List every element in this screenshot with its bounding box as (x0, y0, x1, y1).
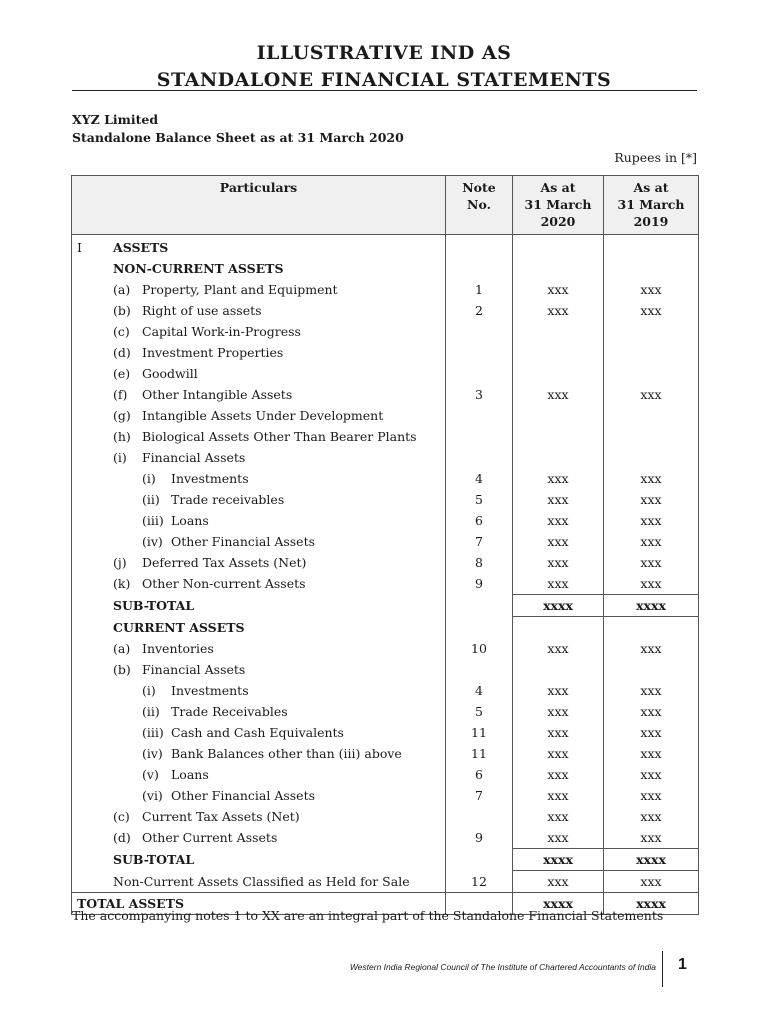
cell-2020: xxx (513, 300, 604, 321)
cell-2020: xxx (513, 785, 604, 806)
cell-2019 (604, 363, 699, 384)
row-label: ASSETS (113, 240, 169, 255)
cell-note (446, 235, 513, 259)
item-index: (iii) (142, 725, 164, 740)
item-index: (ii) (142, 492, 160, 507)
cell-note (446, 659, 513, 680)
cell-particulars (72, 300, 446, 321)
row-label: Capital Work-in-Progress (142, 324, 301, 339)
cell-2020 (513, 363, 604, 384)
cell-note: 5 (446, 701, 513, 722)
cell-2019: xxx (604, 573, 699, 595)
cell-2019: xxx (604, 701, 699, 722)
cell-2020: xxx (513, 279, 604, 300)
cell-2019: xxx (604, 827, 699, 849)
cell-note: 2 (446, 300, 513, 321)
cell-2020 (513, 321, 604, 342)
cell-note: 4 (446, 468, 513, 489)
cell-note (446, 405, 513, 426)
item-index: (a) (113, 282, 131, 297)
row-label: Bank Balances other than (iii) above (171, 746, 402, 761)
cell-2020: xxxx (513, 595, 604, 617)
table-row (72, 552, 699, 573)
cell-2019: xxx (604, 871, 699, 893)
cell-particulars (72, 595, 446, 617)
cell-2020: xxxx (513, 893, 604, 915)
table-row (72, 871, 699, 893)
statement-title: Standalone Balance Sheet as at 31 March 2020 (72, 130, 404, 145)
cell-2020: xxx (513, 743, 604, 764)
cell-2019: xxx (604, 489, 699, 510)
table-row (72, 531, 699, 552)
row-label: Inventories (142, 641, 214, 656)
cell-particulars (72, 743, 446, 764)
cell-2020: xxx (513, 573, 604, 595)
row-label: Property, Plant and Equipment (142, 282, 338, 297)
cell-particulars (72, 258, 446, 279)
cell-2019 (604, 659, 699, 680)
row-label: Other Financial Assets (171, 534, 316, 549)
cell-note: 7 (446, 785, 513, 806)
cell-note (446, 342, 513, 363)
table-row (72, 827, 699, 849)
cell-2020: xxx (513, 489, 604, 510)
item-index: (vi) (142, 788, 163, 803)
cell-2019: xxx (604, 468, 699, 489)
cell-particulars (72, 363, 446, 384)
currency-note: Rupees in [*] (614, 150, 697, 165)
section-numeral: I (77, 240, 82, 255)
cell-note (446, 321, 513, 342)
row-label: Loans (171, 767, 209, 782)
cell-2019 (604, 321, 699, 342)
table-row (72, 764, 699, 785)
table-row (72, 447, 699, 468)
cell-particulars (72, 680, 446, 701)
cell-2020: xxx (513, 827, 604, 849)
cell-2019: xxxx (604, 595, 699, 617)
cell-note: 4 (446, 680, 513, 701)
cell-2019: xxx (604, 638, 699, 659)
cell-2019 (604, 447, 699, 468)
cell-particulars (72, 489, 446, 510)
footer-divider (662, 951, 663, 987)
row-label: NON-CURRENT ASSETS (113, 261, 284, 276)
cell-2019 (604, 405, 699, 426)
company-name: XYZ Limited (72, 112, 159, 127)
table-row (72, 701, 699, 722)
cell-2020: xxx (513, 871, 604, 893)
cell-particulars (72, 827, 446, 849)
cell-2019: xxx (604, 510, 699, 531)
footnote: The accompanying notes 1 to XX are an integral part of the Standalone Financial Statements (72, 908, 664, 923)
cell-particulars (72, 468, 446, 489)
document-heading (0, 40, 768, 94)
cell-particulars (72, 510, 446, 531)
cell-2020: xxx (513, 680, 604, 701)
cell-2020: xxx (513, 722, 604, 743)
item-index: (h) (113, 429, 131, 444)
row-label: Trade Receivables (171, 704, 288, 719)
cell-particulars (72, 342, 446, 363)
table-row (72, 617, 699, 639)
cell-note (446, 849, 513, 871)
row-label: Loans (171, 513, 209, 528)
table-row (72, 573, 699, 595)
item-index: (i) (142, 471, 156, 486)
table-row (72, 321, 699, 342)
header-2019: As at 31 March 2019 (604, 176, 699, 235)
cell-2019: xxx (604, 764, 699, 785)
company-block (72, 111, 404, 147)
table-row (72, 659, 699, 680)
footer-organization: Western India Regional Council of The Institute of Chartered Accountants of India (349, 962, 656, 972)
heading-rule (72, 90, 697, 91)
cell-note: 6 (446, 510, 513, 531)
row-label: Goodwill (142, 366, 198, 381)
cell-note (446, 447, 513, 468)
table-row (72, 279, 699, 300)
cell-2020: xxx (513, 384, 604, 405)
row-label: Financial Assets (142, 662, 246, 677)
cell-particulars (72, 279, 446, 300)
row-label: Investment Properties (142, 345, 284, 360)
row-label: TOTAL ASSETS (77, 896, 184, 911)
item-index: (iv) (142, 746, 163, 761)
row-label: Other Non-current Assets (142, 576, 306, 592)
cell-particulars (72, 321, 446, 342)
cell-2019: xxx (604, 552, 699, 573)
cell-particulars (72, 638, 446, 659)
cell-note: 6 (446, 764, 513, 785)
cell-2020: xxx (513, 806, 604, 827)
table-row (72, 235, 699, 259)
cell-2019: xxx (604, 743, 699, 764)
cell-note (446, 617, 513, 639)
cell-note: 11 (446, 722, 513, 743)
cell-particulars (72, 447, 446, 468)
cell-2019: xxx (604, 806, 699, 827)
item-index: (a) (113, 641, 131, 656)
table-row (72, 384, 699, 405)
row-label: Cash and Cash Equivalents (171, 725, 344, 740)
cell-note: 12 (446, 871, 513, 893)
cell-note: 5 (446, 489, 513, 510)
cell-2019: xxxx (604, 849, 699, 871)
cell-particulars (72, 764, 446, 785)
row-label: Other Financial Assets (171, 788, 316, 803)
cell-note (446, 595, 513, 617)
cell-2019 (604, 342, 699, 363)
item-index: (k) (113, 576, 131, 592)
cell-2020 (513, 405, 604, 426)
cell-2019: xxx (604, 531, 699, 552)
table-row (72, 510, 699, 531)
row-label: Other Current Assets (142, 830, 278, 846)
cell-note: 7 (446, 531, 513, 552)
cell-2020 (513, 235, 604, 259)
cell-note: 9 (446, 573, 513, 595)
cell-note (446, 426, 513, 447)
cell-2019: xxx (604, 300, 699, 321)
cell-2019: xxxx (604, 893, 699, 915)
cell-2019: xxx (604, 785, 699, 806)
row-label: Current Tax Assets (Net) (142, 809, 300, 824)
cell-particulars (72, 785, 446, 806)
table-row (72, 849, 699, 871)
cell-particulars (72, 659, 446, 680)
table-header-row (72, 176, 699, 235)
cell-particulars (72, 617, 446, 639)
cell-particulars (72, 384, 446, 405)
cell-2020 (513, 447, 604, 468)
cell-particulars (72, 552, 446, 573)
cell-2020: xxx (513, 552, 604, 573)
table-row (72, 426, 699, 447)
table-row (72, 300, 699, 321)
cell-note: 9 (446, 827, 513, 849)
cell-2020 (513, 659, 604, 680)
table-row (72, 363, 699, 384)
cell-note: 11 (446, 743, 513, 764)
item-index: (e) (113, 366, 131, 381)
cell-2020 (513, 426, 604, 447)
header-2020: As at 31 March 2020 (513, 176, 604, 235)
table-row (72, 806, 699, 827)
cell-particulars (72, 531, 446, 552)
cell-particulars (72, 871, 446, 893)
row-label: Non-Current Assets Classified as Held for Sale (113, 873, 410, 889)
page-number: 1 (678, 956, 687, 973)
cell-2020: xxx (513, 638, 604, 659)
table-row (72, 638, 699, 659)
row-label: Trade receivables (171, 492, 285, 507)
cell-note (446, 363, 513, 384)
cell-2020: xxx (513, 764, 604, 785)
cell-2019: xxx (604, 722, 699, 743)
row-label: SUB-TOTAL (113, 598, 195, 613)
row-label: Other Intangible Assets (142, 387, 293, 402)
cell-2020: xxx (513, 468, 604, 489)
row-label: Right of use assets (142, 303, 262, 318)
table-row (72, 595, 699, 617)
cell-particulars (72, 849, 446, 871)
cell-particulars (72, 235, 446, 259)
table-row (72, 680, 699, 701)
item-index: (v) (142, 767, 159, 782)
header-particulars: Particulars (72, 176, 446, 235)
cell-2020 (513, 258, 604, 279)
cell-particulars (72, 573, 446, 595)
cell-particulars (72, 806, 446, 827)
cell-2020: xxxx (513, 849, 604, 871)
table-row (72, 342, 699, 363)
cell-2020 (513, 617, 604, 639)
table-row (72, 785, 699, 806)
table-row (72, 258, 699, 279)
cell-2019: xxx (604, 384, 699, 405)
row-label: Biological Assets Other Than Bearer Plants (142, 429, 417, 444)
row-label: Deferred Tax Assets (Net) (142, 555, 307, 570)
row-label: Financial Assets (142, 450, 246, 465)
item-index: (b) (113, 303, 131, 318)
cell-particulars (72, 701, 446, 722)
cell-note: 8 (446, 552, 513, 573)
cell-particulars (72, 405, 446, 426)
cell-note: 10 (446, 638, 513, 659)
cell-2019 (604, 235, 699, 259)
item-index: (d) (113, 830, 131, 846)
cell-particulars (72, 722, 446, 743)
table-body (72, 235, 699, 915)
cell-2019 (604, 426, 699, 447)
table-row (72, 405, 699, 426)
cell-particulars (72, 426, 446, 447)
heading-line-2: STANDALONE FINANCIAL STATEMENTS (156, 69, 612, 91)
item-index: (f) (113, 387, 128, 402)
cell-2019: xxx (604, 279, 699, 300)
row-label: CURRENT ASSETS (113, 619, 245, 635)
cell-2020: xxx (513, 510, 604, 531)
row-label: SUB-TOTAL (113, 852, 195, 867)
item-index: (iii) (142, 513, 164, 528)
balance-sheet-table (71, 175, 699, 915)
table-row (72, 468, 699, 489)
item-index: (iv) (142, 534, 163, 549)
cell-2019 (604, 258, 699, 279)
cell-2020: xxx (513, 701, 604, 722)
cell-note (446, 806, 513, 827)
row-label: Intangible Assets Under Development (142, 408, 384, 423)
item-index: (c) (113, 809, 130, 824)
item-index: (c) (113, 324, 130, 339)
cell-2020: xxx (513, 531, 604, 552)
heading-line-1: ILLUSTRATIVE IND AS (256, 42, 512, 64)
table-row (72, 489, 699, 510)
cell-2019: xxx (604, 680, 699, 701)
item-index: (b) (113, 662, 131, 677)
cell-note (446, 258, 513, 279)
cell-note: 3 (446, 384, 513, 405)
item-index: (j) (113, 555, 127, 570)
table-row (72, 722, 699, 743)
item-index: (i) (142, 683, 156, 698)
row-label: Investments (171, 471, 249, 486)
table-row (72, 743, 699, 764)
header-note: Note No. (446, 176, 513, 235)
row-label: Investments (171, 683, 249, 698)
item-index: (ii) (142, 704, 160, 719)
item-index: (d) (113, 345, 131, 360)
cell-2020 (513, 342, 604, 363)
cell-2019 (604, 617, 699, 639)
item-index: (g) (113, 408, 131, 423)
cell-note: 1 (446, 279, 513, 300)
item-index: (i) (113, 450, 127, 465)
